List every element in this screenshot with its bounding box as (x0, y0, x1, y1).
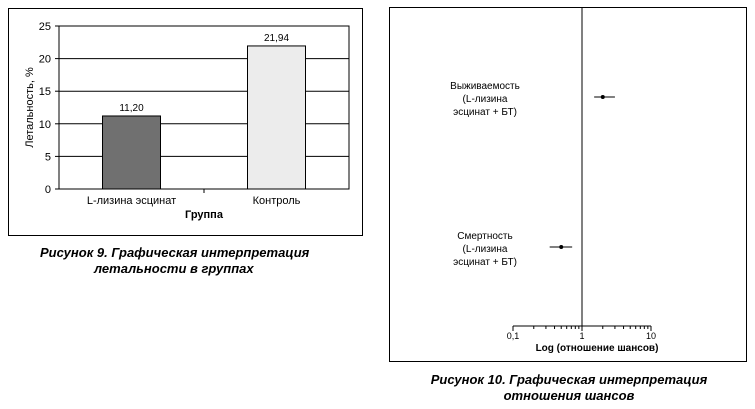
y-tick-label: 15 (38, 86, 51, 99)
figure-10-caption-line-2: отношения шансов (503, 388, 635, 403)
figure-9-caption-line-2: летальности в группах (94, 261, 254, 276)
data-label: 11,20 (119, 102, 144, 114)
forest-plot-panel (389, 7, 747, 362)
point-estimate (559, 245, 563, 249)
forest-plot (390, 8, 746, 361)
row-label: эсцинат + БТ) (453, 257, 517, 268)
y-tick-label: 10 (38, 118, 51, 131)
figure-9-caption-line-1: Рисунок 9. Графическая интерпретация (40, 245, 310, 260)
row-label: Выживаемость (450, 81, 520, 92)
figure-10-caption-line-1: Рисунок 10. Графическая интерпретация (430, 372, 708, 387)
bar-chart-panel (8, 8, 363, 236)
row-label: эсцинат + БТ) (453, 107, 517, 118)
row-label: (L-лизина (462, 94, 508, 105)
bar-chart (9, 9, 362, 235)
row-label: (L-лизина (462, 244, 508, 255)
x-axis-title: Группа (185, 209, 223, 221)
y-tick-label: 5 (44, 151, 51, 164)
y-axis-title: Летальность, % (24, 67, 36, 148)
x-tick-label: 1 (579, 331, 585, 341)
x-tick-label: 10 (645, 331, 657, 341)
bar (103, 116, 161, 189)
data-label: 21,94 (263, 32, 290, 44)
x-tick-label: L-лизина эсцинат (86, 195, 177, 207)
figure-9-caption (40, 245, 340, 277)
y-tick-label: 0 (44, 184, 51, 196)
figure-10-caption (404, 372, 734, 404)
x-tick-label: 0,1 (506, 331, 520, 341)
y-tick-label: 25 (38, 21, 51, 33)
x-axis-title: Log (отношение шансов) (535, 343, 659, 354)
point-estimate (601, 95, 605, 99)
bar (248, 46, 306, 189)
y-tick-label: 20 (38, 53, 51, 66)
x-tick-label: Контроль (252, 195, 301, 207)
row-label: Смертность (457, 231, 513, 242)
